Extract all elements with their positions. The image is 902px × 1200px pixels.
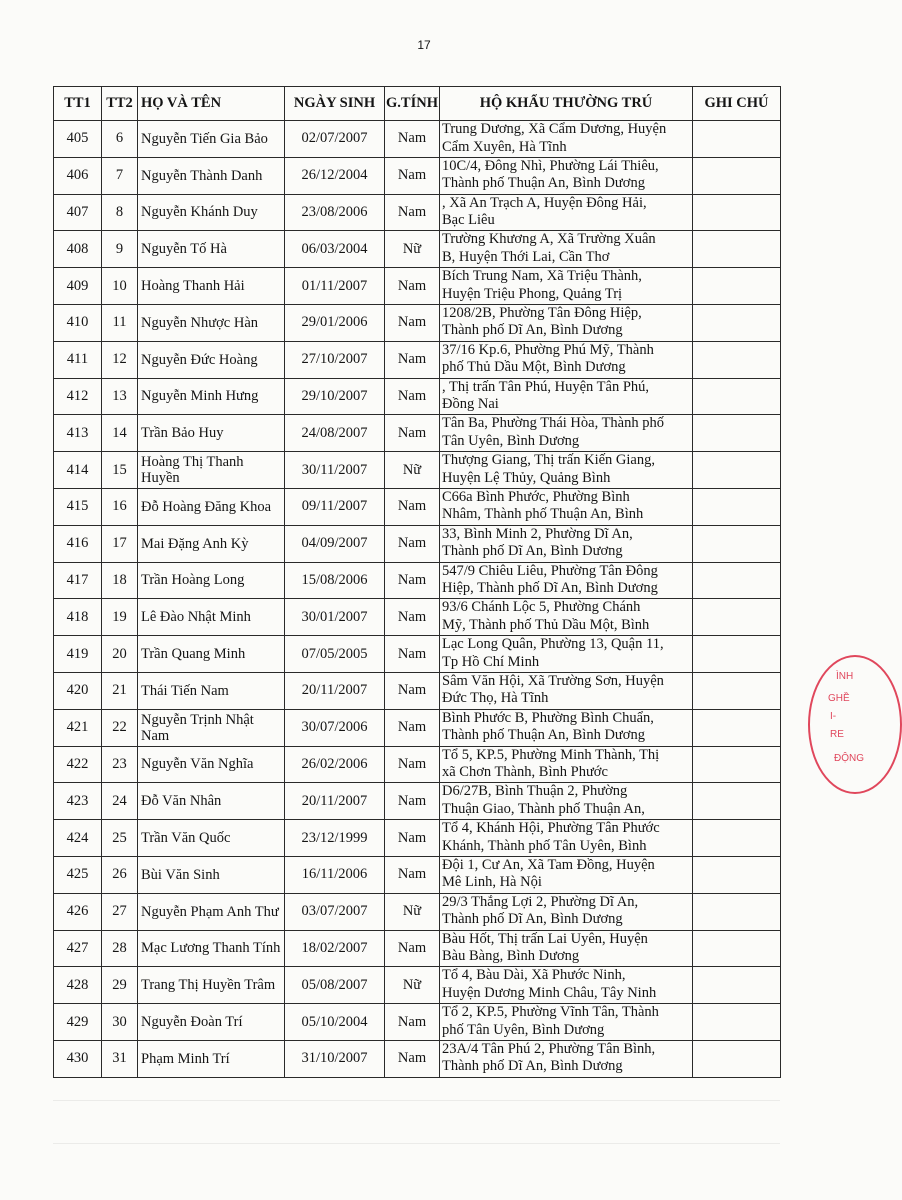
cell-note — [693, 893, 781, 930]
table-row — [54, 562, 781, 599]
table-row — [54, 121, 781, 158]
header-tt2: TT2 — [102, 87, 138, 121]
address-line: 33, Bình Minh 2, Phường Dĩ An, — [442, 525, 633, 542]
table-row — [54, 1040, 781, 1077]
cell-name: Nguyễn Văn Nghĩa — [138, 746, 285, 783]
cell-address — [440, 415, 693, 452]
address-line: 37/16 Kp.6, Phường Phú Mỹ, Thành — [442, 341, 654, 358]
address-line: Tổ 2, KP.5, Phường Vĩnh Tân, Thành — [442, 1004, 659, 1021]
address-line: Thành phố Thuận An, Bình Dương — [442, 727, 645, 744]
cell-address — [440, 488, 693, 525]
cell-tt1: 408 — [54, 231, 102, 268]
cell-tt2: 22 — [102, 709, 138, 746]
cell-sex: Nam — [385, 304, 440, 341]
cell-tt2: 7 — [102, 157, 138, 194]
address-line: xã Chơn Thành, Bình Phước — [442, 764, 608, 781]
cell-sex: Nam — [385, 746, 440, 783]
cell-tt2: 11 — [102, 304, 138, 341]
cell-tt1: 414 — [54, 452, 102, 489]
bleed-through-shadow — [53, 1100, 780, 1144]
cell-tt1: 429 — [54, 1004, 102, 1041]
cell-sex: Nam — [385, 157, 440, 194]
cell-sex: Nam — [385, 783, 440, 820]
address-line: Thành phố Dĩ An, Bình Dương — [442, 543, 623, 560]
cell-tt1: 415 — [54, 488, 102, 525]
cell-tt2: 26 — [102, 856, 138, 893]
cell-sex: Nam — [385, 268, 440, 305]
address-line: Tân Uyên, Bình Dương — [442, 432, 580, 449]
cell-name: Đỗ Văn Nhân — [138, 783, 285, 820]
address-line: 1208/2B, Phường Tân Đông Hiệp, — [442, 304, 642, 321]
table-row — [54, 378, 781, 415]
cell-sex: Nam — [385, 599, 440, 636]
table-row — [54, 636, 781, 673]
cell-address — [440, 452, 693, 489]
address-line: 10C/4, Đông Nhì, Phường Lái Thiêu, — [442, 157, 659, 174]
header-name: HỌ VÀ TÊN — [138, 87, 285, 121]
cell-dob: 20/11/2007 — [285, 672, 385, 709]
cell-name: Nguyễn Đức Hoàng — [138, 341, 285, 378]
address-line: Tổ 4, Bàu Dài, Xã Phước Ninh, — [442, 967, 626, 984]
header-sex: G.TÍNH — [385, 87, 440, 121]
cell-dob: 05/10/2004 — [285, 1004, 385, 1041]
address-line: Bàu Hốt, Thị trấn Lai Uyên, Huyện — [442, 930, 648, 947]
cell-tt1: 421 — [54, 709, 102, 746]
cell-name: Nguyễn Trịnh Nhật Nam — [138, 709, 285, 746]
page-number: 17 — [417, 38, 431, 52]
cell-note — [693, 783, 781, 820]
address-line: C66a Bình Phước, Phường Bình — [442, 488, 630, 505]
table-row — [54, 341, 781, 378]
address-line: Đồng Nai — [442, 396, 499, 413]
cell-address — [440, 746, 693, 783]
cell-sex: Nam — [385, 709, 440, 746]
address-line: Bàu Bàng, Bình Dương — [442, 948, 580, 965]
table-row — [54, 231, 781, 268]
cell-dob: 01/11/2007 — [285, 268, 385, 305]
address-line: Bích Trung Nam, Xã Triệu Thành, — [442, 268, 642, 285]
cell-note — [693, 378, 781, 415]
cell-sex: Nam — [385, 378, 440, 415]
cell-note — [693, 121, 781, 158]
cell-address — [440, 121, 693, 158]
cell-address — [440, 562, 693, 599]
cell-note — [693, 1004, 781, 1041]
header-row — [54, 87, 781, 121]
table-row — [54, 672, 781, 709]
address-line: 93/6 Chánh Lộc 5, Phường Chánh — [442, 599, 641, 616]
address-line: Nhâm, Thành phố Thuận An, Bình — [442, 506, 644, 523]
cell-address — [440, 1004, 693, 1041]
cell-tt2: 21 — [102, 672, 138, 709]
cell-tt2: 17 — [102, 525, 138, 562]
address-line: phố Thủ Dầu Một, Bình Dương — [442, 359, 626, 376]
address-line: Thành phố Dĩ An, Bình Dương — [442, 911, 623, 928]
cell-address — [440, 709, 693, 746]
cell-tt2: 29 — [102, 967, 138, 1004]
cell-sex: Nam — [385, 562, 440, 599]
cell-tt2: 10 — [102, 268, 138, 305]
cell-sex: Nam — [385, 856, 440, 893]
cell-name: Trần Văn Quốc — [138, 820, 285, 857]
cell-dob: 26/12/2004 — [285, 157, 385, 194]
cell-name: Trang Thị Huyền Trâm — [138, 967, 285, 1004]
cell-name: Trần Bảo Huy — [138, 415, 285, 452]
cell-tt2: 28 — [102, 930, 138, 967]
cell-note — [693, 194, 781, 231]
header-tt1: TT1 — [54, 87, 102, 121]
cell-address — [440, 304, 693, 341]
cell-note — [693, 157, 781, 194]
cell-address — [440, 157, 693, 194]
address-line: Đội 1, Cư An, Xã Tam Đồng, Huyện — [442, 856, 655, 873]
cell-dob: 02/07/2007 — [285, 121, 385, 158]
cell-note — [693, 967, 781, 1004]
cell-dob: 24/08/2007 — [285, 415, 385, 452]
cell-tt2: 18 — [102, 562, 138, 599]
cell-address — [440, 194, 693, 231]
cell-dob: 18/02/2007 — [285, 930, 385, 967]
cell-tt1: 424 — [54, 820, 102, 857]
table-row — [54, 488, 781, 525]
stamp-fragment: ÌNH — [836, 671, 854, 682]
cell-sex: Nam — [385, 194, 440, 231]
cell-address — [440, 341, 693, 378]
cell-sex: Nam — [385, 820, 440, 857]
cell-dob: 27/10/2007 — [285, 341, 385, 378]
cell-tt1: 422 — [54, 746, 102, 783]
address-line: Tổ 5, KP.5, Phường Minh Thành, Thị — [442, 746, 660, 763]
cell-dob: 09/11/2007 — [285, 488, 385, 525]
cell-sex: Nam — [385, 1040, 440, 1077]
cell-tt1: 428 — [54, 967, 102, 1004]
cell-dob: 06/03/2004 — [285, 231, 385, 268]
address-line: , Thị trấn Tân Phú, Huyện Tân Phú, — [442, 378, 650, 395]
cell-tt1: 418 — [54, 599, 102, 636]
cell-address — [440, 268, 693, 305]
cell-sex: Nam — [385, 121, 440, 158]
address-line: Bình Phước B, Phường Bình Chuẩn, — [442, 709, 654, 726]
cell-sex: Nữ — [385, 452, 440, 489]
address-line: Tân Ba, Phường Thái Hòa, Thành phố — [442, 415, 664, 432]
cell-tt2: 8 — [102, 194, 138, 231]
address-line: Mỹ, Thành phố Thủ Dầu Một, Bình — [442, 616, 650, 633]
cell-note — [693, 415, 781, 452]
header-dob: NGÀY SINH — [285, 87, 385, 121]
address-line: Trường Khương A, Xã Trường Xuân — [442, 231, 656, 248]
cell-tt1: 427 — [54, 930, 102, 967]
cell-name: Nguyễn Khánh Duy — [138, 194, 285, 231]
stamp-fragment: GHỀ — [828, 693, 850, 704]
cell-tt2: 23 — [102, 746, 138, 783]
cell-name: Trần Quang Minh — [138, 636, 285, 673]
table-row — [54, 157, 781, 194]
cell-tt2: 6 — [102, 121, 138, 158]
table-row — [54, 820, 781, 857]
cell-note — [693, 599, 781, 636]
cell-address — [440, 820, 693, 857]
cell-note — [693, 452, 781, 489]
address-line: 29/3 Thắng Lợi 2, Phường Dĩ An, — [442, 893, 639, 910]
cell-tt1: 417 — [54, 562, 102, 599]
cell-tt2: 20 — [102, 636, 138, 673]
cell-dob: 30/01/2007 — [285, 599, 385, 636]
cell-tt1: 409 — [54, 268, 102, 305]
stamp-fragment: RE — [830, 729, 844, 740]
address-line: Huyện Lệ Thủy, Quảng Bình — [442, 469, 611, 486]
table-row — [54, 930, 781, 967]
address-line: Bạc Liêu — [442, 212, 495, 229]
cell-dob: 20/11/2007 — [285, 783, 385, 820]
cell-tt2: 19 — [102, 599, 138, 636]
cell-sex: Nam — [385, 672, 440, 709]
cell-address — [440, 893, 693, 930]
address-line: Thượng Giang, Thị trấn Kiến Giang, — [442, 452, 655, 469]
cell-name: Mạc Lương Thanh Tính — [138, 930, 285, 967]
cell-tt2: 14 — [102, 415, 138, 452]
address-line: Tổ 4, Khánh Hội, Phường Tân Phước — [442, 820, 660, 837]
cell-tt1: 426 — [54, 893, 102, 930]
cell-dob: 30/07/2006 — [285, 709, 385, 746]
cell-address — [440, 525, 693, 562]
cell-sex: Nữ — [385, 231, 440, 268]
table-row — [54, 967, 781, 1004]
cell-name: Bùi Văn Sinh — [138, 856, 285, 893]
cell-tt2: 9 — [102, 231, 138, 268]
cell-sex: Nam — [385, 636, 440, 673]
cell-note — [693, 231, 781, 268]
address-line: Khánh, Thành phố Tân Uyên, Bình — [442, 837, 647, 854]
cell-tt1: 405 — [54, 121, 102, 158]
table-row — [54, 452, 781, 489]
roster-body — [54, 121, 781, 1078]
cell-name: Nguyễn Phạm Anh Thư — [138, 893, 285, 930]
cell-name: Nguyễn Nhược Hàn — [138, 304, 285, 341]
address-line: Hiệp, Thành phố Dĩ An, Bình Dương — [442, 580, 658, 597]
cell-tt1: 419 — [54, 636, 102, 673]
cell-sex: Nam — [385, 1004, 440, 1041]
header-address: HỘ KHẨU THƯỜNG TRÚ — [440, 87, 693, 121]
cell-note — [693, 930, 781, 967]
cell-dob: 03/07/2007 — [285, 893, 385, 930]
address-line: Cẩm Xuyên, Hà Tĩnh — [442, 138, 567, 155]
cell-dob: 16/11/2006 — [285, 856, 385, 893]
cell-tt1: 416 — [54, 525, 102, 562]
cell-dob: 23/08/2006 — [285, 194, 385, 231]
cell-tt2: 13 — [102, 378, 138, 415]
cell-note — [693, 856, 781, 893]
cell-note — [693, 268, 781, 305]
address-line: Mê Linh, Hà Nội — [442, 874, 542, 891]
table-row — [54, 746, 781, 783]
cell-note — [693, 341, 781, 378]
cell-name: Đỗ Hoàng Đăng Khoa — [138, 488, 285, 525]
address-line: 547/9 Chiêu Liêu, Phường Tân Đông — [442, 562, 658, 579]
cell-address — [440, 783, 693, 820]
stamp-fragment: I- — [830, 711, 837, 722]
address-line: D6/27B, Bình Thuận 2, Phường — [442, 783, 628, 800]
cell-address — [440, 672, 693, 709]
table-row — [54, 415, 781, 452]
cell-tt1: 420 — [54, 672, 102, 709]
cell-tt2: 12 — [102, 341, 138, 378]
cell-name: Nguyễn Đoàn Trí — [138, 1004, 285, 1041]
table-row — [54, 709, 781, 746]
cell-note — [693, 820, 781, 857]
cell-tt1: 406 — [54, 157, 102, 194]
cell-tt2: 27 — [102, 893, 138, 930]
cell-address — [440, 930, 693, 967]
cell-address — [440, 231, 693, 268]
address-line: , Xã An Trạch A, Huyện Đông Hải, — [442, 194, 647, 211]
cell-note — [693, 709, 781, 746]
cell-tt2: 30 — [102, 1004, 138, 1041]
cell-name: Phạm Minh Trí — [138, 1040, 285, 1077]
table-row — [54, 304, 781, 341]
stamp-fragment: ĐỘNG — [834, 753, 864, 764]
cell-dob: 23/12/1999 — [285, 820, 385, 857]
cell-dob: 05/08/2007 — [285, 967, 385, 1004]
cell-tt2: 15 — [102, 452, 138, 489]
cell-sex: Nữ — [385, 967, 440, 1004]
cell-address — [440, 967, 693, 1004]
cell-dob: 30/11/2007 — [285, 452, 385, 489]
cell-tt1: 423 — [54, 783, 102, 820]
cell-sex: Nam — [385, 488, 440, 525]
address-line: Huyện Triệu Phong, Quảng Trị — [442, 285, 623, 302]
cell-address — [440, 599, 693, 636]
address-line: Thành phố Thuận An, Bình Dương — [442, 175, 645, 192]
cell-name: Nguyễn Minh Hưng — [138, 378, 285, 415]
cell-dob: 29/10/2007 — [285, 378, 385, 415]
address-line: Thuận Giao, Thành phố Thuận An, — [442, 800, 645, 817]
cell-tt1: 413 — [54, 415, 102, 452]
address-line: Thành phố Dĩ An, Bình Dương — [442, 1058, 623, 1075]
address-line: Sâm Văn Hội, Xã Trường Sơn, Huyện — [442, 672, 664, 689]
cell-name: Hoàng Thị Thanh Huyền — [138, 452, 285, 489]
table-row — [54, 893, 781, 930]
cell-tt1: 430 — [54, 1040, 102, 1077]
table-row — [54, 1004, 781, 1041]
cell-note — [693, 525, 781, 562]
cell-dob: 04/09/2007 — [285, 525, 385, 562]
cell-note — [693, 304, 781, 341]
cell-tt1: 410 — [54, 304, 102, 341]
cell-tt2: 24 — [102, 783, 138, 820]
address-line: 23A/4 Tân Phú 2, Phường Tân Bình, — [442, 1040, 656, 1057]
cell-note — [693, 672, 781, 709]
table-row — [54, 783, 781, 820]
cell-dob: 31/10/2007 — [285, 1040, 385, 1077]
cell-name: Nguyễn Tiến Gia Bảo — [138, 121, 285, 158]
cell-address — [440, 856, 693, 893]
address-line: Tp Hồ Chí Minh — [442, 653, 540, 670]
cell-tt1: 412 — [54, 378, 102, 415]
cell-dob: 29/01/2006 — [285, 304, 385, 341]
cell-tt1: 407 — [54, 194, 102, 231]
address-line: Huyện Dương Minh Châu, Tây Ninh — [442, 984, 657, 1001]
cell-note — [693, 746, 781, 783]
table-row — [54, 599, 781, 636]
table-row — [54, 525, 781, 562]
cell-name: Nguyễn Tố Hà — [138, 231, 285, 268]
red-seal-stamp — [808, 655, 902, 794]
cell-dob: 15/08/2006 — [285, 562, 385, 599]
cell-sex: Nam — [385, 525, 440, 562]
cell-note — [693, 562, 781, 599]
cell-sex: Nam — [385, 930, 440, 967]
cell-dob: 07/05/2005 — [285, 636, 385, 673]
cell-name: Hoàng Thanh Hải — [138, 268, 285, 305]
address-line: B, Huyện Thới Lai, Cần Thơ — [442, 248, 610, 265]
cell-tt2: 16 — [102, 488, 138, 525]
address-line: Đức Thọ, Hà Tĩnh — [442, 690, 549, 707]
address-line: Thành phố Dĩ An, Bình Dương — [442, 322, 623, 339]
cell-name: Thái Tiến Nam — [138, 672, 285, 709]
cell-name: Nguyễn Thành Danh — [138, 157, 285, 194]
address-line: Trung Dương, Xã Cẩm Dương, Huyện — [442, 121, 667, 137]
cell-note — [693, 1040, 781, 1077]
cell-address — [440, 378, 693, 415]
cell-sex: Nam — [385, 415, 440, 452]
cell-sex: Nam — [385, 341, 440, 378]
cell-note — [693, 636, 781, 673]
cell-name: Mai Đặng Anh Kỳ — [138, 525, 285, 562]
table-row — [54, 856, 781, 893]
address-line: phố Tân Uyên, Bình Dương — [442, 1021, 605, 1038]
cell-address — [440, 1040, 693, 1077]
cell-note — [693, 488, 781, 525]
student-roster-table — [53, 86, 781, 1078]
address-line: Lạc Long Quân, Phường 13, Quận 11, — [442, 636, 664, 653]
table-row — [54, 268, 781, 305]
cell-tt2: 25 — [102, 820, 138, 857]
table-row — [54, 194, 781, 231]
cell-dob: 26/02/2006 — [285, 746, 385, 783]
header-note: GHI CHÚ — [693, 87, 781, 121]
cell-tt1: 411 — [54, 341, 102, 378]
cell-name: Trần Hoàng Long — [138, 562, 285, 599]
cell-tt1: 425 — [54, 856, 102, 893]
cell-name: Lê Đào Nhật Minh — [138, 599, 285, 636]
cell-sex: Nữ — [385, 893, 440, 930]
cell-address — [440, 636, 693, 673]
cell-tt2: 31 — [102, 1040, 138, 1077]
